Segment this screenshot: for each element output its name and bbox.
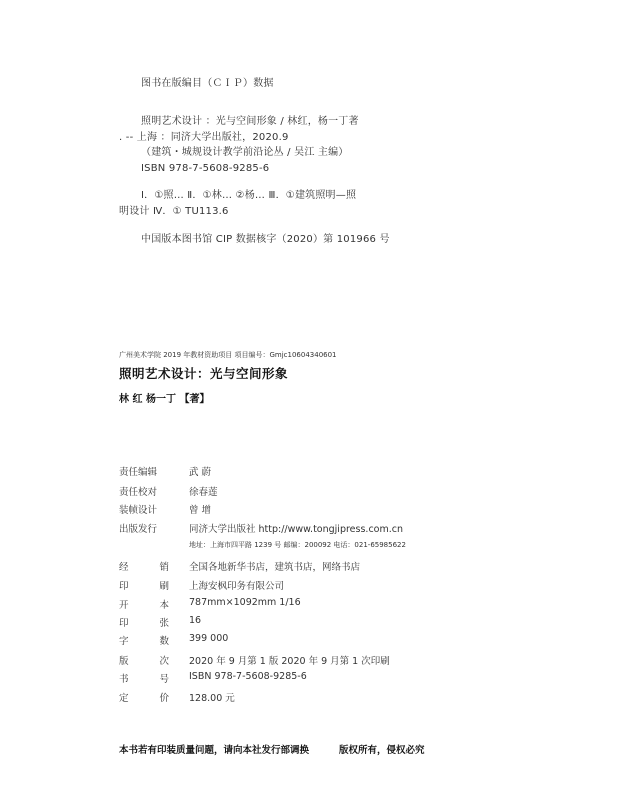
spec-label (119, 690, 169, 704)
cip-line-6: 明设计 Ⅳ．① TU113.6 (119, 206, 229, 217)
spec-value: 16 (189, 615, 202, 626)
spec-value: 128.00 元 (189, 693, 235, 704)
project-note: 广州美术学院 2019 年教材资助项目 项目编号：Gmjc10604340601 (119, 351, 337, 359)
rights-notice: 版权所有，侵权必究 (339, 745, 425, 756)
spec-label-char: 数 (159, 636, 169, 647)
credit-label: 责任编辑 (119, 467, 158, 478)
spec-label-char: 销 (159, 562, 169, 573)
spec-label (119, 578, 169, 592)
cip-line-3: （建筑・城规设计教学前沿论丛 / 吴江 主编） (141, 147, 349, 158)
book-title: 照明艺术设计：光与空间形象 (119, 366, 289, 381)
spec-label-char: 印 (119, 618, 129, 629)
spec-label (119, 597, 169, 611)
cip-heading: 图书在版编目（ＣＩＰ）数据 (141, 78, 274, 89)
publisher-and-website: 同济大学出版社 http://www.tongjipress.com.cn (189, 524, 403, 535)
spec-label-char: 本 (159, 600, 169, 611)
spec-label-char: 版 (119, 656, 129, 667)
spec-label (119, 615, 169, 629)
spec-label-char: 刷 (159, 581, 169, 592)
cip-line-5: Ⅰ．①照… Ⅱ．①林… ②杨… Ⅲ．①建筑照明—照 (141, 190, 357, 201)
spec-value: 2020 年 9 月第 1 版 2020 年 9 月第 1 次印刷 (189, 656, 390, 667)
spec-label-char: 书 (119, 674, 129, 685)
quality-notice: 本书若有印装质量问题，请向本社发行部调换 (119, 745, 310, 756)
spec-label (119, 633, 169, 647)
spec-label-char: 经 (119, 562, 129, 573)
cip-line-2: . -- 上海 ：同济大学出版社，2020.9 (119, 132, 289, 143)
cip-line-4: ISBN 978-7-5608-9285-6 (141, 163, 270, 174)
credit-label: 出版发行 (119, 524, 158, 535)
credit-value: 武 蔚 (189, 467, 212, 478)
spec-value: 399 000 (189, 633, 229, 644)
spec-value: 上海安枫印务有限公司 (189, 581, 285, 592)
publisher-address: 地址：上海市四平路 1239 号 邮编：200092 电话：021-65985622 (189, 541, 406, 549)
spec-label-char: 次 (159, 656, 169, 667)
spec-label-char: 开 (119, 600, 129, 611)
spec-label-char: 印 (119, 581, 129, 592)
spec-label (119, 653, 169, 667)
spec-label-char: 价 (159, 693, 169, 704)
spec-label-char: 号 (159, 674, 169, 685)
spec-label (119, 671, 169, 685)
credit-label: 装帧设计 (119, 505, 158, 516)
spec-label-char: 张 (159, 618, 169, 629)
spec-value: ISBN 978-7-5608-9285-6 (189, 671, 307, 682)
spec-label-char: 字 (119, 636, 129, 647)
credit-label: 责任校对 (119, 487, 158, 498)
cip-line-7: 中国版本图书馆 CIP 数据核字（2020）第 101966 号 (141, 234, 390, 245)
authors: 林 红 杨一丁 【著】 (119, 394, 210, 405)
spec-label-char: 定 (119, 693, 129, 704)
credit-value: 徐春莲 (189, 487, 218, 498)
spec-value: 全国各地新华书店，建筑书店，网络书店 (189, 562, 361, 573)
spec-label (119, 559, 169, 573)
spec-value: 787mm×1092mm 1/16 (189, 597, 301, 608)
cip-line-1: 照明艺术设计 ：光与空间形象 / 林红，杨一丁著 (141, 116, 359, 127)
credit-value: 曾 增 (189, 505, 212, 516)
